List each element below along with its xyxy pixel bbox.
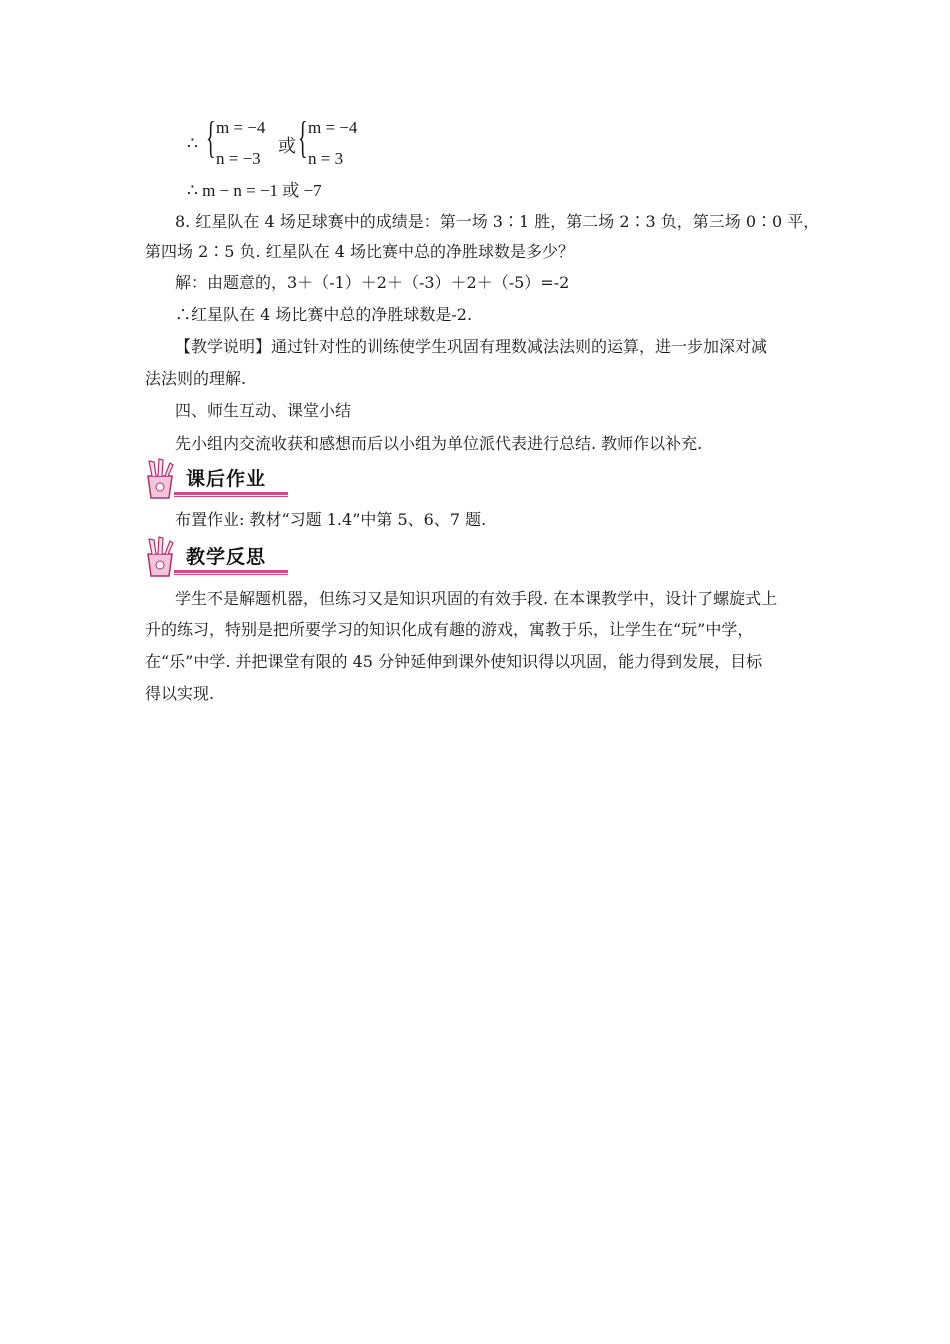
section4-heading: 四、师生互动、课堂小结	[175, 401, 352, 420]
reflection-title: 教学反思	[186, 546, 267, 568]
reflection-line1: 学生不是解题机器，但练习又是知识巩固的有效手段. 在本课教学中，设计了螺旋式上	[175, 589, 778, 608]
header-underline-thin	[174, 496, 288, 497]
left-brace-1: {	[206, 113, 216, 162]
header-underline-thin	[174, 574, 288, 575]
header-underline	[174, 492, 288, 495]
left-brace-2: {	[298, 113, 308, 162]
homework-text: 布置作业: 教材“习题 1.4”中第 5、6、7 题.	[175, 510, 487, 529]
q8-line2: 第四场 2∶5 负. 红星队在 4 场比赛中总的净胜球数是多少？	[145, 242, 575, 261]
teaching-note-line1: 【教学说明】通过针对性的训练使学生巩固有理数减法法则的运算，进一步加深对减	[175, 337, 768, 356]
or-word: 或	[278, 136, 296, 157]
homework-title: 课后作业	[186, 468, 267, 490]
m-minus-n-result: ∴ m − n = −1 或 −7	[187, 181, 322, 200]
system1-row2: n = −3	[216, 149, 261, 168]
reflection-line3: 在“乐”中学. 并把课堂有限的 45 分钟延伸到课外使知识得以巩固，能力得到发展，目标	[145, 652, 763, 671]
system1-row1: m = −4	[216, 118, 266, 137]
q8-solution: 解：由题意的，3＋（-1）＋2＋（-3）＋2＋（-5）=-2	[175, 273, 570, 292]
reflection-line4: 得以实现.	[145, 684, 215, 703]
teaching-note-line2: 法法则的理解.	[145, 369, 247, 388]
therefore-symbol: ∴	[187, 134, 198, 153]
system2-row2: n = 3	[308, 149, 344, 168]
q8-answer: ∴红星队在 4 场比赛中总的净胜球数是-2.	[175, 305, 473, 324]
reflection-header	[140, 536, 290, 578]
header-underline	[174, 570, 288, 573]
system2-row1: m = −4	[308, 118, 358, 137]
reflection-line2: 升的练习，特别是把所要学习的知识化成有趣的游戏，寓教于乐，让学生在“玩”中学，	[145, 620, 754, 639]
q8-line1: 8. 红星队在 4 场足球赛中的成绩是：第一场 3∶1 胜，第二场 2∶3 负，第三场 0∶0 平，	[175, 212, 820, 231]
homework-header	[140, 458, 290, 500]
section4-text: 先小组内交流收获和感想而后以小组为单位派代表进行总结. 教师作以补充.	[175, 434, 703, 453]
